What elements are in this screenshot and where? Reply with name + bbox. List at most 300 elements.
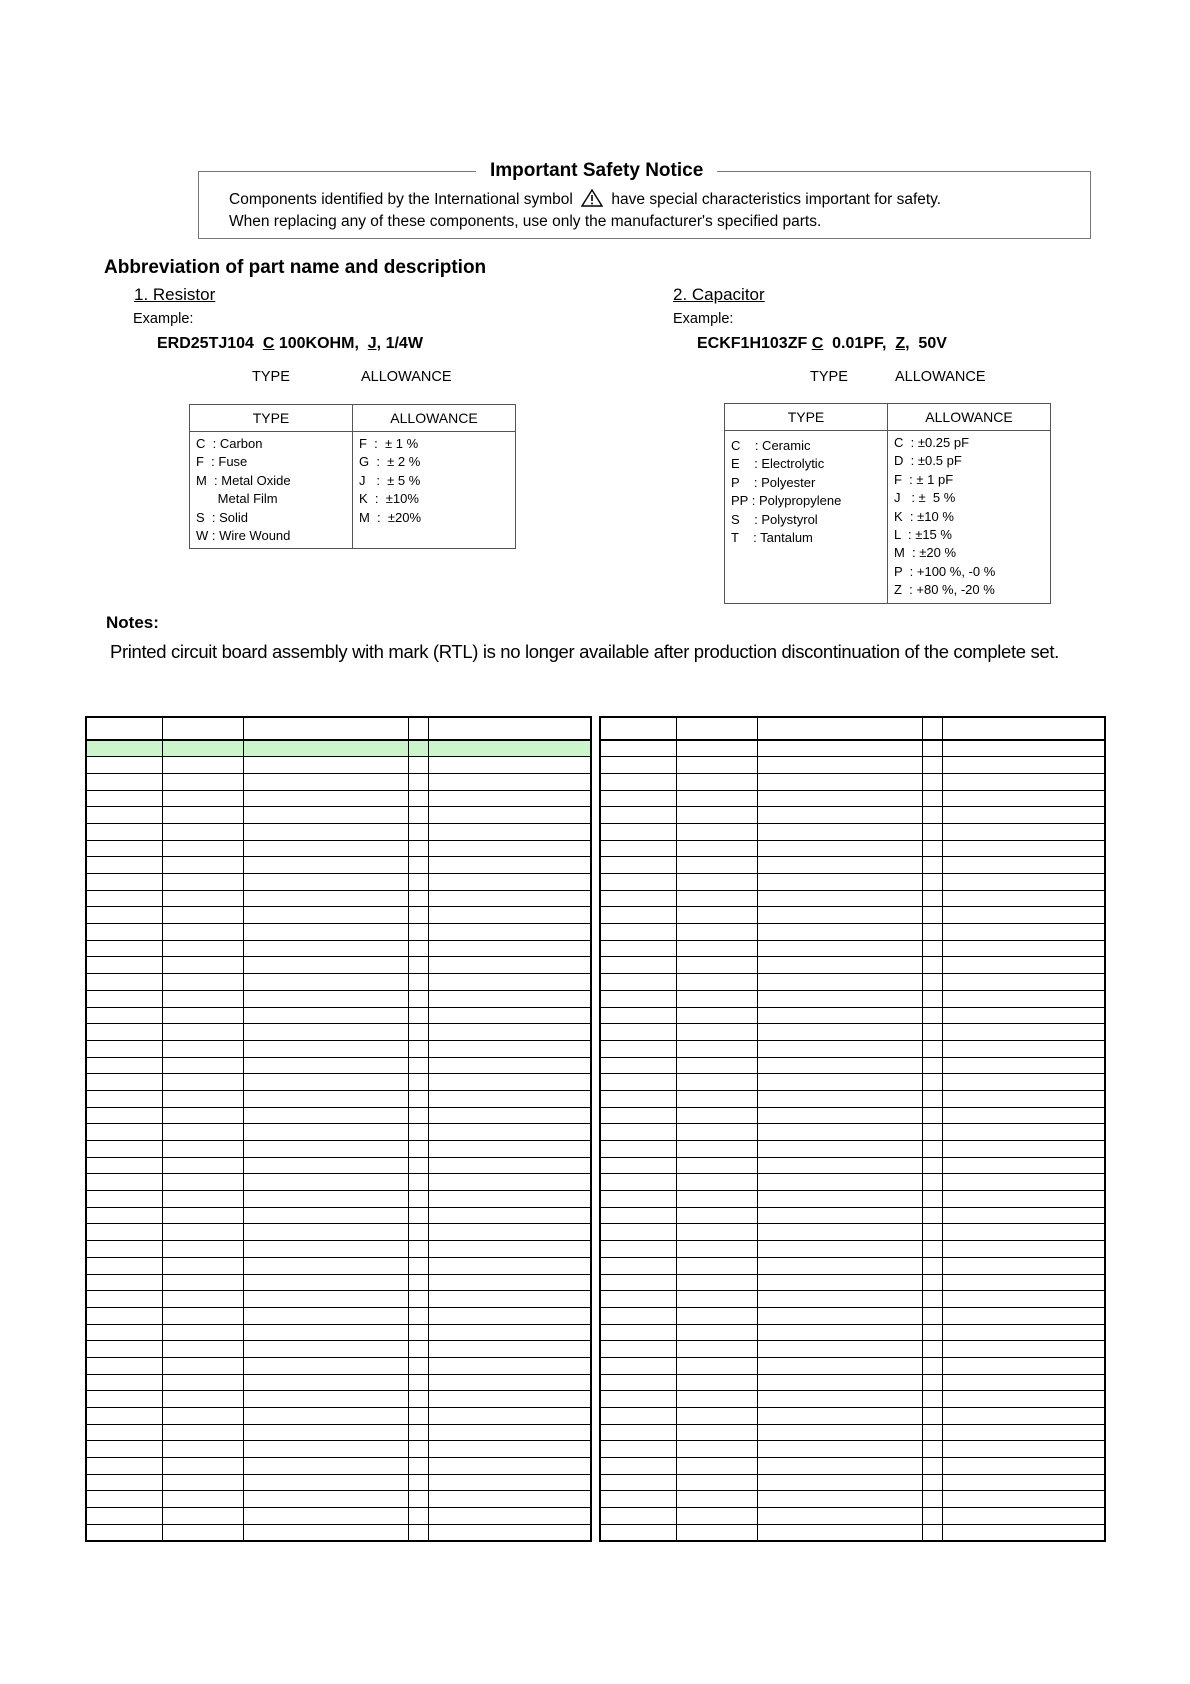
- parts-table-cell: [600, 1007, 676, 1024]
- parts-table-row: [86, 1074, 591, 1091]
- parts-table-cell: [428, 874, 591, 891]
- parts-table-cell: [86, 1441, 162, 1458]
- parts-table-cell: [243, 1424, 408, 1441]
- parts-table-row: [600, 1374, 1105, 1391]
- parts-table-cell: [86, 1157, 162, 1174]
- parts-table-cell: [428, 1524, 591, 1541]
- parts-table-cell: [408, 1090, 428, 1107]
- parts-table-cell: [408, 1157, 428, 1174]
- resistor-code-value: 100KOHM,: [278, 335, 359, 352]
- parts-table-row: [600, 1458, 1105, 1475]
- parts-table-left: [85, 716, 592, 1542]
- parts-table-cell: [86, 1040, 162, 1057]
- parts-table-cell: [162, 1007, 243, 1024]
- parts-table-cell: [408, 1324, 428, 1341]
- parts-table-cell: [428, 1207, 591, 1224]
- parts-table-cell: [428, 957, 591, 974]
- parts-table-cell: [600, 717, 676, 740]
- parts-table-cell: [243, 1341, 408, 1358]
- parts-table-cell: [243, 717, 408, 740]
- parts-table-right: [599, 716, 1106, 1542]
- parts-table-cell: [408, 823, 428, 840]
- parts-table-cell: [922, 1007, 942, 1024]
- parts-table-cell: [600, 990, 676, 1007]
- parts-table-cell: [676, 1291, 757, 1308]
- parts-table-row: [600, 940, 1105, 957]
- parts-table-cell: [428, 1274, 591, 1291]
- parts-table-cell: [162, 940, 243, 957]
- parts-table-cell: [86, 1307, 162, 1324]
- parts-table-cell: [757, 1241, 922, 1258]
- parts-table-cell: [922, 1241, 942, 1258]
- parts-table-row: [600, 1257, 1105, 1274]
- parts-table-cell: [757, 740, 922, 757]
- legend-entry: M : ±20 %: [894, 545, 957, 561]
- parts-table-cell: [162, 1291, 243, 1308]
- parts-table-cell: [162, 1141, 243, 1158]
- parts-table-cell: [676, 1508, 757, 1525]
- parts-table-cell: [162, 1124, 243, 1141]
- parts-table-cell: [942, 1307, 1105, 1324]
- parts-table-cell: [408, 1491, 428, 1508]
- parts-table-cell: [428, 1090, 591, 1107]
- parts-table-row: [600, 1040, 1105, 1057]
- parts-table-cell: [162, 1057, 243, 1074]
- parts-table-cell: [922, 1441, 942, 1458]
- parts-table-cell: [243, 957, 408, 974]
- parts-table-cell: [757, 857, 922, 874]
- parts-table-row: [600, 990, 1105, 1007]
- parts-table-row: [86, 1341, 591, 1358]
- resistor-legend-table: [189, 404, 516, 549]
- parts-table-row: [86, 1207, 591, 1224]
- parts-table-cell: [757, 1074, 922, 1091]
- parts-table-row: [86, 1374, 591, 1391]
- parts-table-cell: [408, 1408, 428, 1425]
- parts-table-cell: [162, 1341, 243, 1358]
- parts-table-row: [600, 840, 1105, 857]
- parts-table-cell: [86, 907, 162, 924]
- parts-table-cell: [162, 874, 243, 891]
- parts-table-cell: [86, 1257, 162, 1274]
- parts-table-cell: [162, 924, 243, 941]
- parts-table-cell: [408, 1307, 428, 1324]
- parts-table-cell: [757, 1007, 922, 1024]
- parts-table-cell: [942, 1357, 1105, 1374]
- parts-table-cell: [757, 1307, 922, 1324]
- parts-table-cell: [428, 1007, 591, 1024]
- parts-table-cell: [757, 790, 922, 807]
- parts-table-cell: [757, 1458, 922, 1475]
- parts-table-cell: [428, 990, 591, 1007]
- resistor-code-part: ERD25TJ104: [157, 335, 254, 352]
- capacitor-caption-allowance: ALLOWANCE: [895, 369, 986, 385]
- parts-table-cell: [600, 1408, 676, 1425]
- parts-table-cell: [408, 1207, 428, 1224]
- parts-table-cell: [408, 1241, 428, 1258]
- parts-table-cell: [243, 1324, 408, 1341]
- parts-table-cell: [757, 717, 922, 740]
- parts-table-cell: [942, 1274, 1105, 1291]
- parts-table-cell: [162, 1458, 243, 1475]
- resistor-legend-header-type: TYPE: [190, 405, 353, 432]
- parts-table-cell: [243, 1107, 408, 1124]
- parts-table-cell: [600, 823, 676, 840]
- parts-table-cell: [243, 1040, 408, 1057]
- parts-table-cell: [162, 773, 243, 790]
- parts-table-cell: [922, 1458, 942, 1475]
- parts-table-cell: [86, 1057, 162, 1074]
- parts-table-cell: [600, 1274, 676, 1291]
- parts-table-cell: [676, 1441, 757, 1458]
- parts-table-cell: [243, 840, 408, 857]
- parts-table-cell: [243, 1257, 408, 1274]
- parts-table-cell: [676, 924, 757, 941]
- parts-table-cell: [408, 857, 428, 874]
- parts-table-cell: [243, 1491, 408, 1508]
- parts-table-cell: [757, 924, 922, 941]
- parts-table-cell: [408, 1474, 428, 1491]
- capacitor-legend-header-type: TYPE: [725, 404, 888, 431]
- parts-table-row: [86, 1040, 591, 1057]
- parts-table-cell: [600, 1324, 676, 1341]
- parts-table-cell: [428, 1074, 591, 1091]
- parts-table-cell: [942, 1040, 1105, 1057]
- parts-table-cell: [922, 857, 942, 874]
- legend-entry: C : Ceramic: [731, 438, 811, 453]
- parts-table-cell: [757, 1157, 922, 1174]
- parts-table-cell: [86, 1090, 162, 1107]
- parts-table-row: [600, 1141, 1105, 1158]
- parts-table-cell: [757, 773, 922, 790]
- legend-entry: J : ± 5 %: [894, 490, 956, 506]
- parts-table-cell: [162, 1157, 243, 1174]
- parts-table-cell: [600, 1057, 676, 1074]
- parts-table-cell: [922, 890, 942, 907]
- parts-table-row: [86, 940, 591, 957]
- parts-table-cell: [922, 907, 942, 924]
- parts-table-row: [86, 1441, 591, 1458]
- parts-table-cell: [757, 757, 922, 774]
- parts-table-cell: [942, 1391, 1105, 1408]
- parts-table-cell: [676, 1357, 757, 1374]
- parts-table-cell: [428, 840, 591, 857]
- parts-table-cell: [162, 1241, 243, 1258]
- parts-table-cell: [757, 840, 922, 857]
- parts-table-cell: [86, 1458, 162, 1475]
- parts-table-cell: [757, 874, 922, 891]
- parts-table-cell: [676, 1174, 757, 1191]
- parts-table-cell: [600, 790, 676, 807]
- parts-table-cell: [757, 1441, 922, 1458]
- parts-table-cell: [86, 1357, 162, 1374]
- parts-table-cell: [86, 1491, 162, 1508]
- capacitor-code-type: C: [811, 335, 824, 352]
- parts-table-cell: [757, 1357, 922, 1374]
- parts-table-cell: [428, 790, 591, 807]
- parts-table-cell: [428, 1241, 591, 1258]
- parts-table-cell: [86, 924, 162, 941]
- parts-table-cell: [676, 1040, 757, 1057]
- parts-table-cell: [86, 1408, 162, 1425]
- resistor-example-label: Example:: [133, 311, 194, 327]
- parts-table-cell: [86, 807, 162, 824]
- parts-table-cell: [600, 1458, 676, 1475]
- parts-table-cell: [86, 1274, 162, 1291]
- parts-table-row: [86, 924, 591, 941]
- parts-table-cell: [86, 990, 162, 1007]
- parts-table-cell: [922, 1057, 942, 1074]
- parts-table-cell: [86, 1141, 162, 1158]
- legend-entry: C : Carbon: [196, 436, 263, 451]
- parts-table-cell: [676, 790, 757, 807]
- parts-table-cell: [162, 907, 243, 924]
- parts-table-cell: [676, 1491, 757, 1508]
- parts-table-cell: [408, 890, 428, 907]
- parts-table-row: [86, 990, 591, 1007]
- parts-table-row: [86, 1057, 591, 1074]
- parts-table-cell: [162, 1424, 243, 1441]
- parts-table-cell: [408, 957, 428, 974]
- legend-entry: K : ±10 %: [894, 508, 954, 524]
- parts-table-cell: [676, 823, 757, 840]
- parts-table-cell: [243, 1207, 408, 1224]
- parts-table-cell: [922, 1341, 942, 1358]
- safety-notice-title: Important Safety Notice: [476, 160, 717, 182]
- parts-table-cell: [243, 1007, 408, 1024]
- parts-table-cell: [243, 1157, 408, 1174]
- parts-table-cell: [243, 1074, 408, 1091]
- legend-entry: C : ±0.25 pF: [894, 435, 970, 450]
- parts-table-cell: [942, 890, 1105, 907]
- resistor-code-rest: 1/4W: [385, 335, 423, 352]
- parts-table-cell: [600, 874, 676, 891]
- parts-table-cell: [922, 1274, 942, 1291]
- parts-table-cell: [162, 1508, 243, 1525]
- parts-table-cell: [243, 1524, 408, 1541]
- parts-table-cell: [757, 807, 922, 824]
- parts-table-cell: [942, 1057, 1105, 1074]
- parts-table-cell: [408, 1057, 428, 1074]
- parts-table-cell: [942, 1408, 1105, 1425]
- parts-table-row: [86, 773, 591, 790]
- parts-table-cell: [243, 1441, 408, 1458]
- resistor-legend-header-allowance: ALLOWANCE: [353, 405, 516, 432]
- parts-table-cell: [408, 924, 428, 941]
- parts-table-cell: [600, 1357, 676, 1374]
- parts-table-cell: [408, 773, 428, 790]
- parts-table-cell: [86, 857, 162, 874]
- parts-table-cell: [676, 1241, 757, 1258]
- parts-table-cell: [408, 1024, 428, 1041]
- parts-table-cell: [757, 1124, 922, 1141]
- parts-table-cell: [428, 1508, 591, 1525]
- parts-table-cell: [428, 1224, 591, 1241]
- parts-table-cell: [428, 907, 591, 924]
- parts-table-cell: [942, 1191, 1105, 1208]
- parts-table-cell: [676, 1307, 757, 1324]
- parts-table-cell: [942, 740, 1105, 757]
- parts-table-cell: [942, 1024, 1105, 1041]
- parts-table-cell: [600, 840, 676, 857]
- parts-table-cell: [428, 1057, 591, 1074]
- parts-table-cell: [86, 1007, 162, 1024]
- parts-table-cell: [162, 1524, 243, 1541]
- parts-table-cell: [86, 1508, 162, 1525]
- parts-table-row: [86, 1391, 591, 1408]
- parts-table-cell: [243, 757, 408, 774]
- parts-table-cell: [676, 1391, 757, 1408]
- parts-table-cell: [676, 1324, 757, 1341]
- parts-table-row: [600, 1224, 1105, 1241]
- legend-entry: L : ±15 %: [894, 527, 952, 543]
- parts-table-row: [600, 1324, 1105, 1341]
- parts-table-cell: [942, 974, 1105, 991]
- parts-table-row: [600, 857, 1105, 874]
- parts-table-row: [600, 757, 1105, 774]
- parts-table-cell: [676, 890, 757, 907]
- parts-table-cell: [922, 1024, 942, 1041]
- parts-table-cell: [428, 1324, 591, 1341]
- parts-table-cell: [86, 717, 162, 740]
- parts-table-cell: [942, 857, 1105, 874]
- parts-table-cell: [942, 790, 1105, 807]
- legend-entry: Z : +80 %, -20 %: [894, 582, 995, 598]
- resistor-code-type: C: [262, 335, 275, 352]
- parts-table-cell: [428, 1157, 591, 1174]
- parts-table-cell: [922, 1508, 942, 1525]
- parts-table-cell: [600, 1107, 676, 1124]
- parts-table-cell: [942, 1124, 1105, 1141]
- parts-table-cell: [86, 1324, 162, 1341]
- parts-table-cell: [408, 717, 428, 740]
- parts-table-cell: [757, 1257, 922, 1274]
- parts-table-row: [86, 1458, 591, 1475]
- parts-table-cell: [757, 1141, 922, 1158]
- parts-table-cell: [942, 773, 1105, 790]
- parts-table-cell: [757, 1090, 922, 1107]
- parts-table-cell: [428, 823, 591, 840]
- resistor-legend-allowances: [353, 432, 516, 549]
- legend-entry: T : Tantalum: [731, 530, 813, 546]
- parts-table-cell: [162, 1441, 243, 1458]
- parts-table-cell: [757, 1408, 922, 1425]
- parts-table-cell: [162, 974, 243, 991]
- parts-table-row: [600, 1391, 1105, 1408]
- parts-table-cell: [408, 1524, 428, 1541]
- legend-entry: E : Electrolytic: [731, 456, 825, 472]
- parts-table-cell: [942, 1224, 1105, 1241]
- parts-table-cell: [922, 1224, 942, 1241]
- parts-table-cell: [408, 1424, 428, 1441]
- parts-table-row: [86, 974, 591, 991]
- parts-table-cell: [600, 1441, 676, 1458]
- parts-table-row: [600, 1024, 1105, 1041]
- parts-table-cell: [676, 857, 757, 874]
- parts-table-cell: [922, 1157, 942, 1174]
- legend-entry: D : ±0.5 pF: [894, 453, 962, 469]
- parts-table-cell: [600, 1074, 676, 1091]
- parts-table-cell: [922, 1357, 942, 1374]
- parts-table-cell: [600, 1224, 676, 1241]
- parts-table-cell: [922, 1491, 942, 1508]
- parts-table-cell: [428, 890, 591, 907]
- parts-table-cell: [162, 1024, 243, 1041]
- parts-table-cell: [922, 1174, 942, 1191]
- parts-table-cell: [243, 1408, 408, 1425]
- parts-table-row: [600, 1341, 1105, 1358]
- parts-table-row: [86, 1424, 591, 1441]
- parts-table-cell: [428, 1474, 591, 1491]
- parts-table-cell: [757, 823, 922, 840]
- parts-table-cell: [243, 740, 408, 757]
- parts-table-cell: [757, 1107, 922, 1124]
- parts-table-row: [600, 874, 1105, 891]
- parts-table-cell: [676, 1257, 757, 1274]
- parts-table-cell: [243, 1291, 408, 1308]
- capacitor-legend-types: [725, 431, 888, 604]
- parts-table-cell: [86, 1341, 162, 1358]
- parts-table-cell: [428, 857, 591, 874]
- parts-table-cell: [86, 1224, 162, 1241]
- parts-table-cell: [676, 1124, 757, 1141]
- parts-table-row: [600, 1274, 1105, 1291]
- parts-table-cell: [162, 957, 243, 974]
- parts-table-cell: [600, 1341, 676, 1358]
- parts-table-cell: [86, 1291, 162, 1308]
- parts-table-cell: [942, 1074, 1105, 1091]
- parts-table-row: [600, 1157, 1105, 1174]
- parts-table-cell: [922, 1374, 942, 1391]
- parts-table-cell: [942, 924, 1105, 941]
- parts-table-cell: [86, 1124, 162, 1141]
- parts-table-row: [600, 974, 1105, 991]
- parts-table-cell: [408, 974, 428, 991]
- parts-table-row: [600, 1007, 1105, 1024]
- parts-table-cell: [243, 1458, 408, 1475]
- parts-table-row: [600, 1291, 1105, 1308]
- parts-table-row: [600, 1191, 1105, 1208]
- parts-table-cell: [922, 924, 942, 941]
- parts-table-cell: [676, 740, 757, 757]
- resistor-section-title: 1. Resistor: [134, 285, 216, 304]
- parts-table-cell: [676, 940, 757, 957]
- parts-table-cell: [243, 890, 408, 907]
- parts-table-cell: [162, 1174, 243, 1191]
- capacitor-code-value: 0.01PF,: [832, 335, 887, 352]
- parts-table-cell: [942, 874, 1105, 891]
- parts-table-cell: [676, 990, 757, 1007]
- parts-table-cell: [162, 823, 243, 840]
- parts-table-cell: [428, 1391, 591, 1408]
- parts-table-row: [600, 1524, 1105, 1541]
- parts-table-row: [86, 1224, 591, 1241]
- parts-table-cell: [162, 1391, 243, 1408]
- parts-table-cell: [942, 1157, 1105, 1174]
- parts-table-cell: [162, 1107, 243, 1124]
- parts-table-cell: [243, 1174, 408, 1191]
- parts-table-row: [600, 1491, 1105, 1508]
- parts-table-cell: [922, 757, 942, 774]
- parts-table-cell: [757, 1024, 922, 1041]
- parts-table-cell: [600, 773, 676, 790]
- parts-table-cell: [757, 1291, 922, 1308]
- parts-table-cell: [676, 807, 757, 824]
- parts-table-cell: [942, 940, 1105, 957]
- parts-table-cell: [86, 757, 162, 774]
- parts-table-cell: [676, 1007, 757, 1024]
- parts-table-cell: [600, 1141, 676, 1158]
